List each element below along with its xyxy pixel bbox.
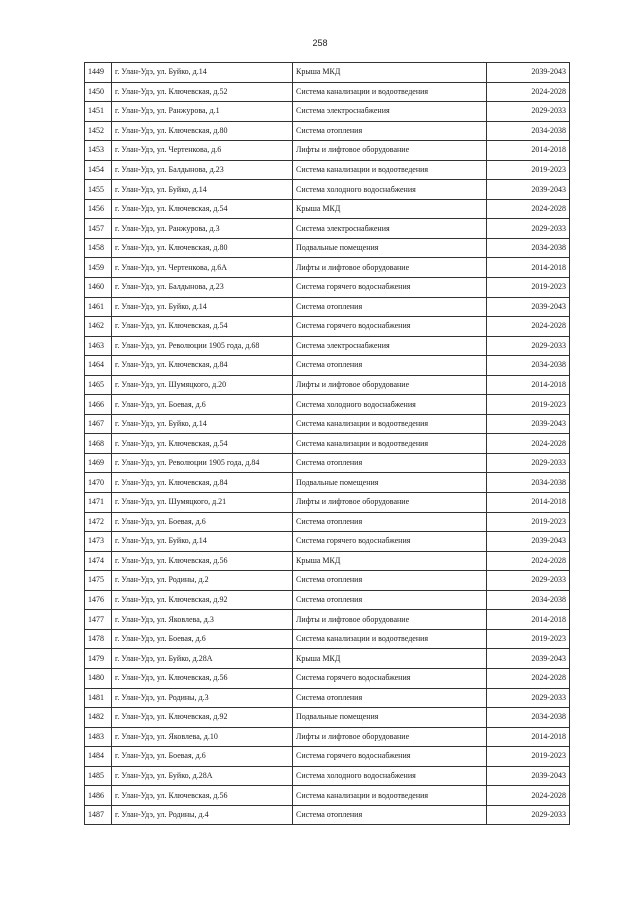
table-row	[85, 297, 570, 317]
address-cell: г. Улан-Удэ, ул. Яковлева, д.3	[112, 610, 293, 630]
table-row	[85, 395, 570, 415]
period-cell: 2034-2038	[487, 121, 570, 141]
row-number-cell: 1458	[85, 238, 112, 258]
row-number-cell: 1483	[85, 727, 112, 747]
period-cell: 2039-2043	[487, 532, 570, 552]
row-number-cell: 1472	[85, 512, 112, 532]
row-number-cell: 1460	[85, 278, 112, 298]
table-row	[85, 571, 570, 591]
period-cell: 2014-2018	[487, 375, 570, 395]
row-number-cell: 1457	[85, 219, 112, 239]
address-cell: г. Улан-Удэ, ул. Ключевская, д.92	[112, 590, 293, 610]
row-number-cell: 1479	[85, 649, 112, 669]
work-type-cell: Лифты и лифтовое оборудование	[293, 727, 487, 747]
work-type-cell: Система отопления	[293, 121, 487, 141]
period-cell: 2024-2028	[487, 668, 570, 688]
work-type-cell: Система отопления	[293, 805, 487, 825]
table-row	[85, 238, 570, 258]
period-cell: 2014-2018	[487, 727, 570, 747]
table-row	[85, 473, 570, 493]
address-cell: г. Улан-Удэ, ул. Родины, д.4	[112, 805, 293, 825]
work-type-cell: Система холодного водоснабжения	[293, 395, 487, 415]
address-cell: г. Улан-Удэ, ул. Ключевская, д.84	[112, 473, 293, 493]
address-cell: г. Улан-Удэ, ул. Ключевская, д.52	[112, 82, 293, 102]
row-number-cell: 1478	[85, 629, 112, 649]
work-type-cell: Система отопления	[293, 512, 487, 532]
address-cell: г. Улан-Удэ, ул. Ключевская, д.54	[112, 317, 293, 337]
address-cell: г. Улан-Удэ, ул. Ключевская, д.54	[112, 199, 293, 219]
address-cell: г. Улан-Удэ, ул. Ключевская, д.80	[112, 121, 293, 141]
table-row	[85, 414, 570, 434]
work-type-cell: Система канализации и водоотведения	[293, 160, 487, 180]
row-number-cell: 1484	[85, 747, 112, 767]
table-row	[85, 688, 570, 708]
address-cell: г. Улан-Удэ, ул. Чертенкова, д.6	[112, 141, 293, 161]
table-row	[85, 649, 570, 669]
period-cell: 2024-2028	[487, 317, 570, 337]
period-cell: 2029-2033	[487, 102, 570, 122]
period-cell: 2019-2023	[487, 747, 570, 767]
period-cell: 2029-2033	[487, 571, 570, 591]
table-row	[85, 141, 570, 161]
row-number-cell: 1462	[85, 317, 112, 337]
row-number-cell: 1476	[85, 590, 112, 610]
address-cell: г. Улан-Удэ, ул. Ключевская, д.84	[112, 356, 293, 376]
address-cell: г. Улан-Удэ, ул. Боевая, д.6	[112, 747, 293, 767]
table-row	[85, 199, 570, 219]
work-type-cell: Подвальные помещения	[293, 708, 487, 728]
period-cell: 2039-2043	[487, 649, 570, 669]
table-row	[85, 805, 570, 825]
period-cell: 2029-2033	[487, 453, 570, 473]
row-number-cell: 1463	[85, 336, 112, 356]
work-type-cell: Система горячего водоснабжения	[293, 278, 487, 298]
address-cell: г. Улан-Удэ, ул. Ключевская, д.56	[112, 786, 293, 806]
period-cell: 2024-2028	[487, 551, 570, 571]
work-type-cell: Система холодного водоснабжения	[293, 180, 487, 200]
work-type-cell: Система отопления	[293, 453, 487, 473]
row-number-cell: 1454	[85, 160, 112, 180]
row-number-cell: 1469	[85, 453, 112, 473]
period-cell: 2019-2023	[487, 395, 570, 415]
repair-schedule-table	[84, 62, 570, 825]
table-row	[85, 121, 570, 141]
period-cell: 2019-2023	[487, 160, 570, 180]
table-row	[85, 102, 570, 122]
address-cell: г. Улан-Удэ, ул. Революции 1905 года, д.68	[112, 336, 293, 356]
address-cell: г. Улан-Удэ, ул. Ключевская, д.80	[112, 238, 293, 258]
work-type-cell: Подвальные помещения	[293, 238, 487, 258]
table-row	[85, 747, 570, 767]
period-cell: 2014-2018	[487, 258, 570, 278]
period-cell: 2034-2038	[487, 473, 570, 493]
table-row	[85, 317, 570, 337]
row-number-cell: 1459	[85, 258, 112, 278]
row-number-cell: 1470	[85, 473, 112, 493]
table-body	[85, 63, 570, 825]
work-type-cell: Система канализации и водоотведения	[293, 82, 487, 102]
period-cell: 2019-2023	[487, 629, 570, 649]
work-type-cell: Система холодного водоснабжения	[293, 766, 487, 786]
address-cell: г. Улан-Удэ, ул. Буйко, д.14	[112, 532, 293, 552]
row-number-cell: 1455	[85, 180, 112, 200]
work-type-cell: Система канализации и водоотведения	[293, 786, 487, 806]
row-number-cell: 1468	[85, 434, 112, 454]
work-type-cell: Крыша МКД	[293, 551, 487, 571]
work-type-cell: Система отопления	[293, 571, 487, 591]
address-cell: г. Улан-Удэ, ул. Ключевская, д.54	[112, 434, 293, 454]
row-number-cell: 1474	[85, 551, 112, 571]
table-row	[85, 434, 570, 454]
address-cell: г. Улан-Удэ, ул. Буйко, д.28А	[112, 649, 293, 669]
period-cell: 2024-2028	[487, 82, 570, 102]
row-number-cell: 1475	[85, 571, 112, 591]
work-type-cell: Система канализации и водоотведения	[293, 434, 487, 454]
work-type-cell: Система горячего водоснабжения	[293, 747, 487, 767]
row-number-cell: 1486	[85, 786, 112, 806]
work-type-cell: Система канализации и водоотведения	[293, 629, 487, 649]
address-cell: г. Улан-Удэ, ул. Балдынова, д.23	[112, 160, 293, 180]
row-number-cell: 1487	[85, 805, 112, 825]
work-type-cell: Система электроснабжения	[293, 219, 487, 239]
row-number-cell: 1450	[85, 82, 112, 102]
address-cell: г. Улан-Удэ, ул. Чертенкова, д.6А	[112, 258, 293, 278]
work-type-cell: Система отопления	[293, 356, 487, 376]
table-row	[85, 336, 570, 356]
address-cell: г. Улан-Удэ, ул. Буйко, д.14	[112, 414, 293, 434]
table-row	[85, 668, 570, 688]
period-cell: 2034-2038	[487, 238, 570, 258]
table-row	[85, 551, 570, 571]
work-type-cell: Система горячего водоснабжения	[293, 532, 487, 552]
period-cell: 2029-2033	[487, 219, 570, 239]
table-row	[85, 278, 570, 298]
address-cell: г. Улан-Удэ, ул. Родины, д.3	[112, 688, 293, 708]
work-type-cell: Подвальные помещения	[293, 473, 487, 493]
row-number-cell: 1473	[85, 532, 112, 552]
period-cell: 2039-2043	[487, 766, 570, 786]
address-cell: г. Улан-Удэ, ул. Балдынова, д.23	[112, 278, 293, 298]
table-row	[85, 766, 570, 786]
address-cell: г. Улан-Удэ, ул. Буйко, д.28А	[112, 766, 293, 786]
row-number-cell: 1453	[85, 141, 112, 161]
period-cell: 2034-2038	[487, 356, 570, 376]
table-row	[85, 375, 570, 395]
work-type-cell: Система электроснабжения	[293, 102, 487, 122]
row-number-cell: 1456	[85, 199, 112, 219]
table-row	[85, 82, 570, 102]
address-cell: г. Улан-Удэ, ул. Шумяцкого, д.20	[112, 375, 293, 395]
address-cell: г. Улан-Удэ, ул. Боевая, д.6	[112, 395, 293, 415]
address-cell: г. Улан-Удэ, ул. Ключевская, д.92	[112, 708, 293, 728]
row-number-cell: 1485	[85, 766, 112, 786]
row-number-cell: 1449	[85, 63, 112, 83]
table-row	[85, 493, 570, 513]
row-number-cell: 1464	[85, 356, 112, 376]
period-cell: 2024-2028	[487, 786, 570, 806]
table-row	[85, 453, 570, 473]
table-row	[85, 629, 570, 649]
work-type-cell: Система отопления	[293, 688, 487, 708]
work-type-cell: Лифты и лифтовое оборудование	[293, 610, 487, 630]
period-cell: 2039-2043	[487, 63, 570, 83]
table-row	[85, 512, 570, 532]
work-type-cell: Система электроснабжения	[293, 336, 487, 356]
address-cell: г. Улан-Удэ, ул. Ключевская, д.56	[112, 668, 293, 688]
table-row	[85, 532, 570, 552]
table-row	[85, 610, 570, 630]
row-number-cell: 1451	[85, 102, 112, 122]
address-cell: г. Улан-Удэ, ул. Революции 1905 года, д.84	[112, 453, 293, 473]
work-type-cell: Система горячего водоснабжения	[293, 668, 487, 688]
row-number-cell: 1482	[85, 708, 112, 728]
work-type-cell: Крыша МКД	[293, 199, 487, 219]
table-row	[85, 708, 570, 728]
period-cell: 2039-2043	[487, 180, 570, 200]
address-cell: г. Улан-Удэ, ул. Боевая, д.6	[112, 512, 293, 532]
work-type-cell: Система отопления	[293, 590, 487, 610]
period-cell: 2014-2018	[487, 141, 570, 161]
work-type-cell: Лифты и лифтовое оборудование	[293, 258, 487, 278]
address-cell: г. Улан-Удэ, ул. Ранжурова, д.3	[112, 219, 293, 239]
table-row	[85, 590, 570, 610]
address-cell: г. Улан-Удэ, ул. Шумяцкого, д.21	[112, 493, 293, 513]
table-row	[85, 160, 570, 180]
period-cell: 2029-2033	[487, 805, 570, 825]
period-cell: 2039-2043	[487, 414, 570, 434]
work-type-cell: Крыша МКД	[293, 649, 487, 669]
row-number-cell: 1452	[85, 121, 112, 141]
work-type-cell: Система отопления	[293, 297, 487, 317]
address-cell: г. Улан-Удэ, ул. Ранжурова, д.1	[112, 102, 293, 122]
period-cell: 2014-2018	[487, 493, 570, 513]
work-type-cell: Лифты и лифтовое оборудование	[293, 493, 487, 513]
address-cell: г. Улан-Удэ, ул. Ключевская, д.56	[112, 551, 293, 571]
row-number-cell: 1480	[85, 668, 112, 688]
address-cell: г. Улан-Удэ, ул. Буйко, д.14	[112, 297, 293, 317]
period-cell: 2024-2028	[487, 434, 570, 454]
row-number-cell: 1466	[85, 395, 112, 415]
period-cell: 2034-2038	[487, 590, 570, 610]
address-cell: г. Улан-Удэ, ул. Родины, д.2	[112, 571, 293, 591]
row-number-cell: 1477	[85, 610, 112, 630]
table-row	[85, 727, 570, 747]
row-number-cell: 1461	[85, 297, 112, 317]
period-cell: 2034-2038	[487, 708, 570, 728]
period-cell: 2029-2033	[487, 336, 570, 356]
table-row	[85, 219, 570, 239]
period-cell: 2019-2023	[487, 278, 570, 298]
table-row	[85, 63, 570, 83]
period-cell: 2014-2018	[487, 610, 570, 630]
page-number: 258	[312, 38, 328, 48]
period-cell: 2024-2028	[487, 199, 570, 219]
work-type-cell: Лифты и лифтовое оборудование	[293, 375, 487, 395]
work-type-cell: Система горячего водоснабжения	[293, 317, 487, 337]
work-type-cell: Система канализации и водоотведения	[293, 414, 487, 434]
table-row	[85, 786, 570, 806]
address-cell: г. Улан-Удэ, ул. Буйко, д.14	[112, 63, 293, 83]
row-number-cell: 1481	[85, 688, 112, 708]
row-number-cell: 1465	[85, 375, 112, 395]
row-number-cell: 1471	[85, 493, 112, 513]
table-row	[85, 258, 570, 278]
row-number-cell: 1467	[85, 414, 112, 434]
work-type-cell: Крыша МКД	[293, 63, 487, 83]
table-row	[85, 180, 570, 200]
period-cell: 2039-2043	[487, 297, 570, 317]
table-row	[85, 356, 570, 376]
address-cell: г. Улан-Удэ, ул. Яковлева, д.10	[112, 727, 293, 747]
address-cell: г. Улан-Удэ, ул. Боевая, д.6	[112, 629, 293, 649]
period-cell: 2029-2033	[487, 688, 570, 708]
work-type-cell: Лифты и лифтовое оборудование	[293, 141, 487, 161]
period-cell: 2019-2023	[487, 512, 570, 532]
address-cell: г. Улан-Удэ, ул. Буйко, д.14	[112, 180, 293, 200]
